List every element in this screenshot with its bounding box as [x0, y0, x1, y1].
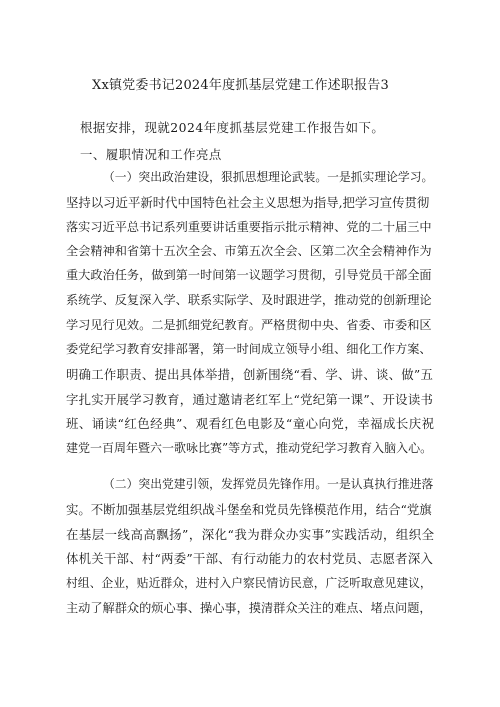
paragraph-line: 学习见行见效。二是抓细党纪教育。严格贯彻中央、省委、市委和区 — [66, 318, 432, 332]
paragraph-line: 建党一百周年暨六一歌咏比赛”等方式，推动党纪学习教育入脑入心。 — [66, 441, 433, 455]
paragraph-line: 村组、企业，贴近群众，进村入户察民情访民意，广泛听取意见建议， — [66, 576, 432, 590]
paragraph-line: 在基层一线高高飘扬”，深化“我为群众办实事”实践活动，组织全 — [66, 527, 435, 542]
paragraph-line: 重大政治任务，做到第一时间第一议题学习贯彻，引导党员干部全面 — [66, 268, 432, 282]
paragraph-line: 落实习近平总书记系列重要讲话重要指示批示精神、党的二十届三中 — [66, 220, 432, 234]
paragraph-line: 系统学、反复深入学、联系实际学、及时跟进学，推动党的创新理论 — [66, 293, 432, 307]
paragraph-line: 实。不断加强基层党组织战斗堡垒和党员先锋模范作用，结合“党旗 — [66, 502, 432, 517]
paragraph-line: 班、诵读“红色经典”、观看红色电影及“童心向党，幸福成长庆祝 — [66, 416, 435, 431]
paragraph-line: 根据安排，现就2024年度抓基层党建工作报告如下。 — [80, 120, 385, 135]
paragraph-line: 体机关干部、村“两委”干部、有行动能力的农村党员、志愿者深入 — [66, 551, 434, 566]
paragraph-line: （一）突出政治建设，狠抓思想理论武装。一是抓实理论学习。 — [103, 170, 434, 184]
paragraph-line: 主动了解群众的烦心事、操心事，摸清群众关注的难点、堵点问题， — [66, 601, 432, 615]
paragraph-line: 字扎实开展学习教育，通过邀请老红军上“党纪第一课”、开设读书 — [66, 392, 434, 407]
section-heading: 一、履职情况和工作亮点 — [80, 147, 222, 162]
paragraph-line: 全会精神和省第十五次全会、市第五次全会、区第二次全会精神作为 — [66, 244, 432, 258]
paragraph-line: 委党纪学习教育安排部署，第一时间成立领导小组、细化工作方案、 — [66, 342, 432, 356]
paragraph-line: 坚持以习近平新时代中国特色社会主义思想为指导,把学习宣传贯彻 — [66, 195, 430, 210]
paragraph-line: （二）突出党建引领，发挥党员先锋作用。一是认真执行推进落 — [103, 477, 434, 491]
paragraph-line: 明确工作职责、提出具体举措，创新围绕“看、学、讲、谈、做”五 — [66, 367, 434, 382]
document-title: Xx镇党委书记2024年度抓基层党建工作述职报告3 — [92, 78, 389, 93]
